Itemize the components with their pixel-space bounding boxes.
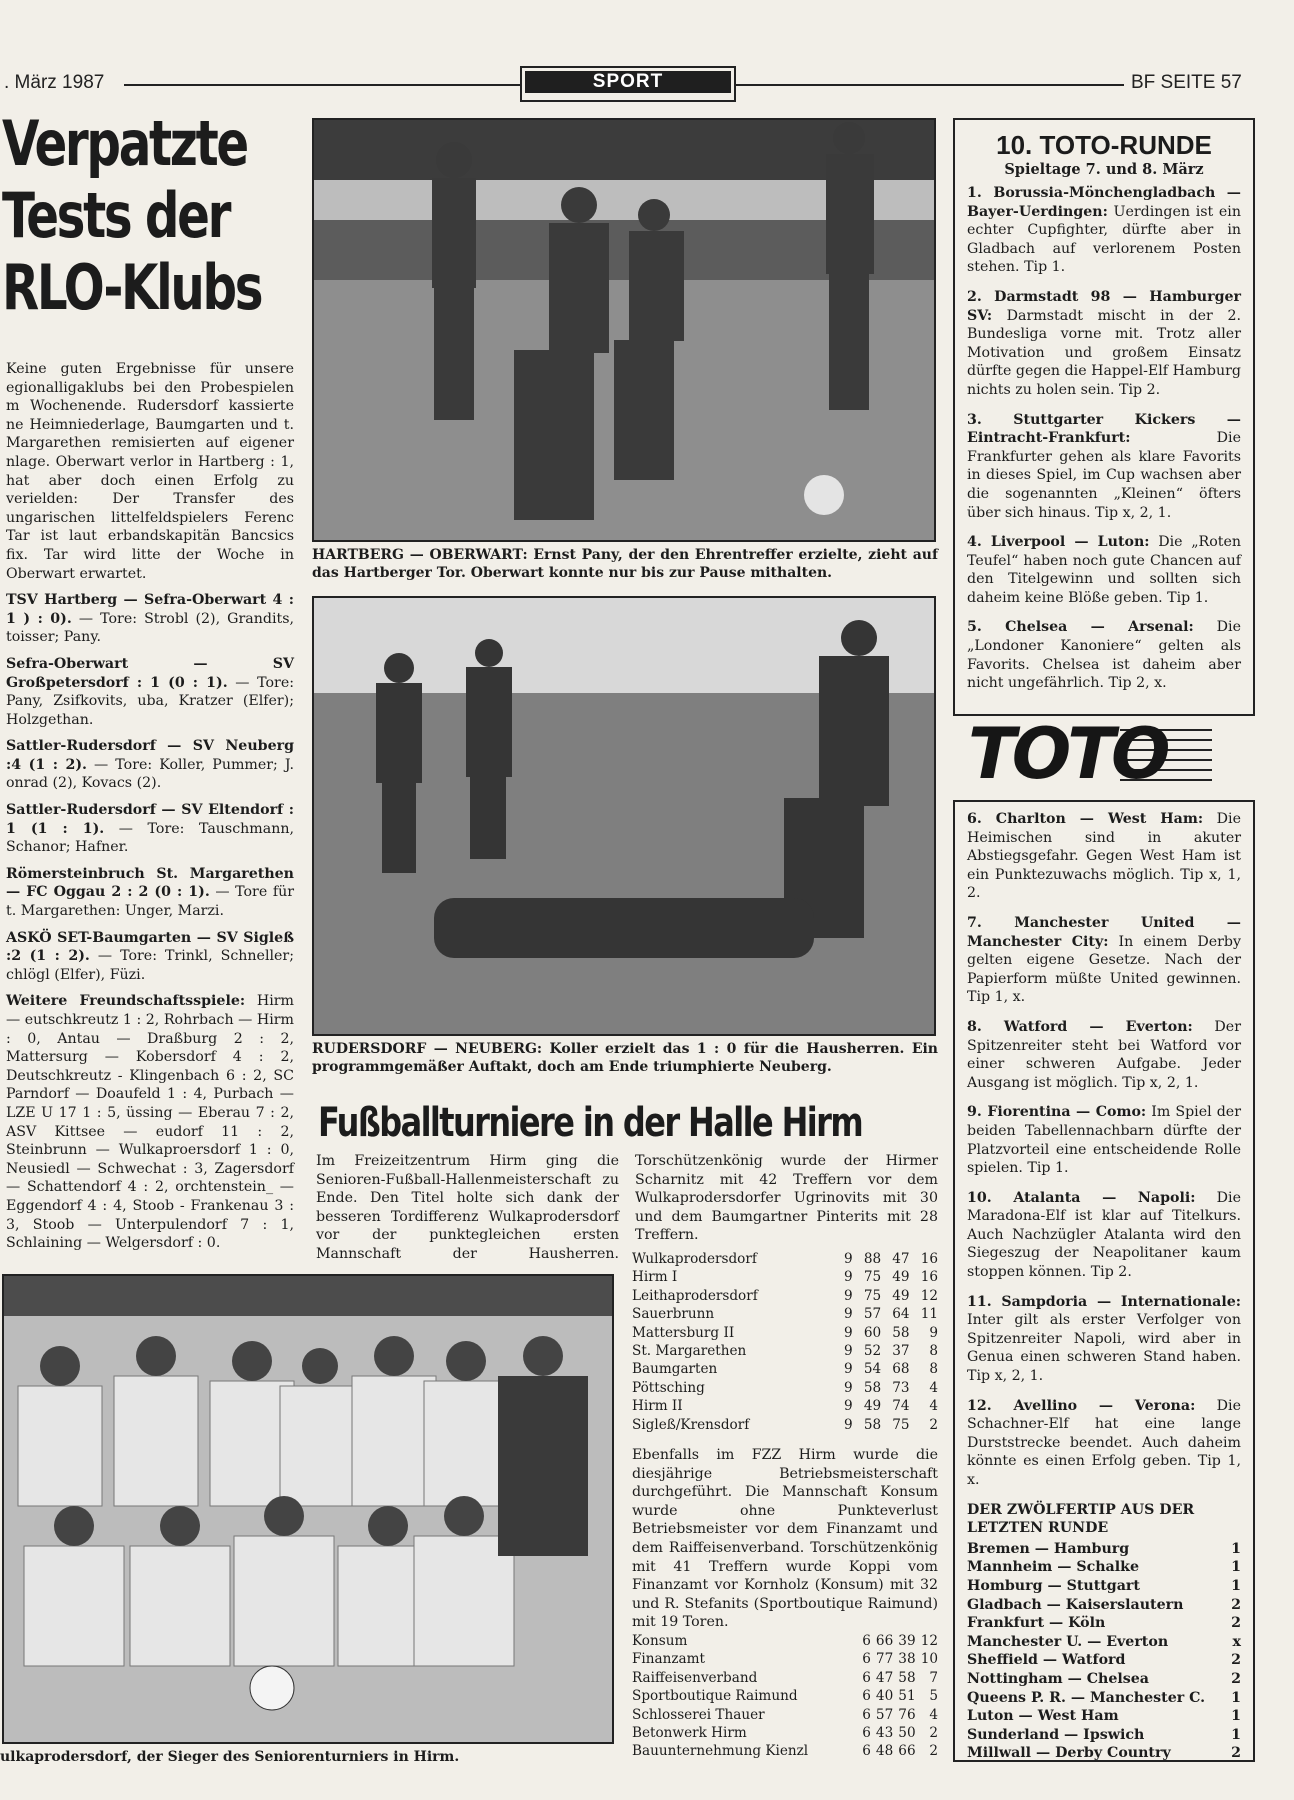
table-row xyxy=(967,1614,1241,1633)
tip-match: 8. Watford — Everton: xyxy=(967,1018,1193,1035)
goals-for: 43 xyxy=(875,1725,894,1742)
goals-against: 58 xyxy=(892,1324,910,1341)
tip-item xyxy=(967,1018,1241,1092)
table-row xyxy=(967,1707,1241,1726)
team-name: Mattersburg II xyxy=(632,1324,735,1341)
table-row xyxy=(632,1706,938,1724)
goals-against: 39 xyxy=(898,1633,916,1649)
result: 1 xyxy=(1231,1689,1241,1706)
table-row xyxy=(967,1726,1241,1745)
points: 2 xyxy=(929,1743,938,1760)
team-name: Leithaprodersdorf xyxy=(632,1287,758,1304)
tip-match: 12. Avellino — Verona: xyxy=(967,1397,1196,1414)
points: 4 xyxy=(929,1398,938,1415)
games: 9 xyxy=(844,1287,853,1304)
header-rule-left xyxy=(124,84,520,86)
points: 12 xyxy=(920,1633,938,1649)
result: x xyxy=(1232,1633,1241,1650)
games: 6 xyxy=(862,1725,871,1742)
games: 6 xyxy=(862,1688,871,1705)
tip-text: Die Frankfurter gehen als klare Favorits in dieses Spiel, im Cup wachsen aber die sogenannten „Kleinen“ öfters über sich hinaus. Tip x, 2, 1. xyxy=(967,430,1241,521)
match: Nottingham — Chelsea xyxy=(967,1670,1149,1687)
goals-against: 37 xyxy=(892,1343,910,1360)
result-match: TSV Hartberg — Sefra-Oberwart 4 : 1 ) : 0). xyxy=(6,592,294,627)
match: Sunderland — Ipswich xyxy=(967,1726,1145,1743)
tip-text: Inter gilt als erster Verfolger von Spitzenreiter Napoli, wird aber in Genua einen schweren Stand haben. Tip x, 2, 1. xyxy=(967,1312,1241,1385)
headline-line-2: Tests der xyxy=(2,179,230,252)
points: 2 xyxy=(929,1725,938,1742)
goals-for: 66 xyxy=(875,1633,894,1649)
games: 9 xyxy=(844,1324,853,1341)
tip-match: 5. Chelsea — Arsenal: xyxy=(967,619,1194,636)
tip-match: 6. Charlton — West Ham: xyxy=(967,811,1204,827)
match: Millwall — Derby Country xyxy=(967,1745,1171,1762)
match: Frankfurt — Köln xyxy=(967,1615,1106,1632)
tip-match: 4. Liverpool — Luton: xyxy=(967,534,1150,551)
result-match: Sattler-Rudersdorf — SV Neuberg :4 (1 : 2). xyxy=(6,738,294,773)
table-row xyxy=(967,1633,1241,1652)
toto-logo-text: TOTO xyxy=(968,713,1167,795)
goals-against: 68 xyxy=(892,1361,910,1378)
games: 6 xyxy=(862,1633,871,1649)
tip-match: 11. Sampdoria — Internationale: xyxy=(967,1293,1241,1310)
points: 4 xyxy=(929,1706,938,1723)
tip-item xyxy=(967,411,1241,523)
games: 9 xyxy=(844,1361,853,1378)
points: 12 xyxy=(920,1287,938,1304)
result-match: Sattler-Rudersdorf — SV Eltendorf : 1 (1 : 1). xyxy=(6,802,294,837)
goals-for: 52 xyxy=(863,1343,882,1360)
table-row xyxy=(967,1689,1241,1708)
article2-headline: Fußballturniere in der Halle Hirm xyxy=(318,1100,863,1146)
points: 16 xyxy=(920,1269,938,1286)
result-item xyxy=(6,992,294,1252)
photo-caption-3: ulkaprodersdorf, der Sieger des Seniorenturniers in Hirm. xyxy=(0,1749,460,1765)
games: 6 xyxy=(862,1669,871,1686)
team-name: Pöttsching xyxy=(632,1379,705,1396)
result: 1 xyxy=(1231,1577,1241,1594)
table-row xyxy=(632,1742,938,1760)
points: 4 xyxy=(929,1379,938,1396)
goals-against: 75 xyxy=(892,1416,910,1433)
games: 6 xyxy=(862,1706,871,1723)
team-name: Raiffeisenverband xyxy=(632,1669,758,1686)
toto-box-top xyxy=(953,118,1255,716)
games: 6 xyxy=(862,1743,871,1760)
article-headline xyxy=(2,108,302,324)
league-table-senioren xyxy=(632,1250,938,1434)
team-name: Hirm II xyxy=(632,1398,683,1415)
match: Mannheim — Schalke xyxy=(967,1559,1139,1576)
table-row xyxy=(632,1250,938,1268)
tip-text: In einem Derby gelten eigene Gesetze. Nach der Papierform müßte United gewinnen. Tip 1, x. xyxy=(967,933,1242,1006)
goals-against: 73 xyxy=(892,1379,910,1396)
games: 9 xyxy=(844,1343,853,1360)
table-row xyxy=(632,1416,938,1434)
table-row xyxy=(967,1651,1241,1670)
points: 5 xyxy=(929,1688,938,1705)
team-name: Finanzamt xyxy=(632,1651,706,1668)
result-item xyxy=(6,591,294,647)
table-row xyxy=(632,1342,938,1360)
table-row xyxy=(632,1669,938,1687)
match: Gladbach — Kaiserslautern xyxy=(967,1596,1184,1613)
goals-against: 74 xyxy=(892,1398,910,1415)
league-table-betrieb xyxy=(632,1632,938,1761)
tip-text: Uerdingen ist ein echter Cupfighter, dürfte aber in Gladbach auf verlorenem Posten stehen. Tip 1. xyxy=(967,203,1241,276)
tip-item xyxy=(967,1103,1241,1177)
tip-item xyxy=(967,1293,1241,1386)
goals-against: 51 xyxy=(898,1688,916,1705)
goals-for: 49 xyxy=(863,1398,882,1415)
tip-match: 7. Manchester United — Manchester City: xyxy=(967,914,1241,950)
result-detail: — Tore: Tauschmann, Schanor; Hafner. xyxy=(6,820,294,856)
result: 2 xyxy=(1231,1745,1241,1762)
goals-for: 77 xyxy=(875,1651,894,1668)
issue-date: . März 1987 xyxy=(4,72,105,93)
goals-for: 75 xyxy=(863,1269,882,1286)
result-item xyxy=(6,929,294,985)
photo-caption-2: RUDERSDORF — NEUBERG: Koller erzielt das 1 : 0 für die Hausherren. Ein programmgemäßer Auftakt, doch am Ende triumphierte Neuberg. xyxy=(312,1041,938,1075)
games: 9 xyxy=(844,1269,853,1286)
standings-table xyxy=(632,1632,938,1761)
goals-for: 58 xyxy=(863,1379,882,1396)
article2-para2: Ebenfalls im FZZ Hirm wurde die diesjährige Betriebsmeisterschaft durchgeführt. Die Mannschaft Konsum wurde ohne Punkteverlust Betriebsmeister vor dem Finanzamt und dem Raiffeisenverband. Torschützenkönig mit 41 Treffern wurde Koppi vom Finanzamt vor Kornholz (Konsum) mit 32 und R. Stefanits (Sportboutique Raimund) mit 19 Toren. xyxy=(632,1447,938,1631)
games: 9 xyxy=(844,1398,853,1415)
result-match: Sefra-Oberwart — SV Großpetersdorf : 1 (0 : 1). xyxy=(6,655,294,691)
table-row xyxy=(632,1632,938,1650)
photo-illustration xyxy=(314,598,934,1034)
table-row xyxy=(967,1577,1241,1596)
goals-for: 57 xyxy=(863,1306,882,1323)
result: 1 xyxy=(1231,1540,1241,1557)
table-row xyxy=(632,1305,938,1323)
tip-item xyxy=(967,1189,1241,1282)
tip-match: 2. Darmstadt 98 — Hamburger SV: xyxy=(967,288,1241,324)
team-name: St. Margarethen xyxy=(632,1343,747,1360)
table-row xyxy=(632,1397,938,1415)
team-name: Sauerbrunn xyxy=(632,1306,715,1323)
games: 9 xyxy=(844,1379,853,1396)
goals-against: 76 xyxy=(898,1706,916,1723)
result-item xyxy=(6,737,294,793)
zwoelfertip-title: DER ZWÖLFERTIP AUS DER LETZTEN RUNDE xyxy=(967,1501,1195,1537)
points: 2 xyxy=(929,1416,938,1433)
goals-against: 47 xyxy=(892,1251,910,1267)
goals-against: 38 xyxy=(898,1651,916,1668)
table-row xyxy=(967,1540,1241,1559)
goals-for: 75 xyxy=(863,1287,882,1304)
tip-match: 3. Stuttgarter Kickers — Eintracht-Frankfurt: xyxy=(967,411,1241,447)
tip-item xyxy=(967,618,1241,692)
team-name: Konsum xyxy=(632,1633,688,1649)
result-item xyxy=(6,865,294,921)
toto-title: 10. TOTO-RUNDE xyxy=(996,130,1212,160)
team-name: Bauunternehmung Kienzl xyxy=(632,1743,809,1760)
table-row xyxy=(632,1724,938,1742)
article-intro: Keine guten Ergebnisse für unsere egionalligaklubs bei den Probespielen m Wochenende. Rudersdorf kassierte ne Heimniederlage, Baumgarten und t. Margarethen remisierten auf eigener nlage. Oberwart verlor in Hartberg : 1, hat aber doch einen Erfolg zu verielden: Der Transfer des ungarischen littelfeldspielers Ferenc Tar ist laut erbandskapitän Bancsics fix. Tar wird litte der Woche in Oberwart erwartet. xyxy=(6,361,294,582)
headline-line-3: RLO-Klubs xyxy=(2,251,262,324)
result-detail: — Tore: Strobl (2), Grandits, toisser; Pany. xyxy=(6,610,294,646)
photo-rudersdorf-neuberg xyxy=(312,596,936,1036)
section-label-box xyxy=(520,66,736,102)
tip-text: Die Schachner-Elf hat eine lange Durststrecke beendet. Auch daheim könnte es einen Erfolg geben. Tip 1, x. xyxy=(967,1397,1241,1488)
games: 9 xyxy=(844,1306,853,1323)
table-row xyxy=(967,1558,1241,1577)
points: 7 xyxy=(929,1669,938,1686)
result: 2 xyxy=(1231,1652,1241,1669)
result-item xyxy=(6,801,294,857)
result: 1 xyxy=(1231,1708,1241,1725)
points: 9 xyxy=(929,1324,938,1341)
result: 1 xyxy=(1231,1559,1241,1576)
tip-text: Darmstadt mischt in der 2. Bundesliga vorne mit. Trotz aller Motivation und großem Einsatz dürfte gegen die Happel-Elf Hamburg nichts zu holen sein. Tip 2. xyxy=(967,307,1241,398)
goals-for: 88 xyxy=(863,1251,882,1267)
tip-item xyxy=(967,533,1241,607)
tip-text: Die „Roten Teufel“ haben noch gute Chancen auf den Titelgewinn und sollten sich daheim keine Blöße geben. Tip 1. xyxy=(967,534,1241,606)
points: 11 xyxy=(920,1306,938,1323)
result: 2 xyxy=(1231,1670,1241,1687)
table-row xyxy=(632,1687,938,1705)
goals-against: 49 xyxy=(892,1269,910,1286)
games: 9 xyxy=(844,1416,853,1433)
result-detail: — Tore: Trinkl, Schneller; chlögl (Elfer), Füzi. xyxy=(6,948,294,983)
table-row xyxy=(632,1324,938,1342)
team-name: Sigleß/Krensdorf xyxy=(632,1416,750,1433)
tip-text: Der Spitzenreiter steht bei Watford vor einer schweren Aufgabe. Jeder Ausgang ist möglich. Tip x, 2, 1. xyxy=(967,1018,1241,1091)
goals-for: 40 xyxy=(875,1688,894,1705)
photo-illustration xyxy=(314,120,934,540)
tip-text: Die Heimischen sind in akuter Abstiegsgefahr. Gegen West Ham ist ein Punktezuwachs möglich. Tip x, 1, 2. xyxy=(967,811,1241,902)
games: 6 xyxy=(862,1651,871,1668)
table-row xyxy=(632,1650,938,1668)
team-name: Hirm I xyxy=(632,1269,678,1286)
toto-logo xyxy=(960,713,1212,795)
photo-hartberg-oberwart xyxy=(312,118,936,542)
tip-text: Die „Londoner Kanoniere“ gelten als Favorits. Chelsea ist daheim aber nicht ungefährlich. Tip 2, x. xyxy=(967,619,1241,692)
table-row xyxy=(632,1287,938,1305)
points: 10 xyxy=(920,1651,938,1668)
tip-text: Die Maradona-Elf ist klar auf Titelkurs. Auch Nachzügler Atalanta wird den Siegeszug der Neapolitaner kaum stoppen können. Tip 2. xyxy=(967,1189,1241,1281)
result: 2 xyxy=(1231,1615,1241,1632)
match: Manchester U. — Everton xyxy=(967,1633,1169,1650)
header-rule-right xyxy=(734,84,1124,86)
result-match: Römersteinbruch St. Margarethen — FC Oggau 2 : 2 (0 : 1). xyxy=(6,865,294,901)
toto-subtitle: Spieltage 7. und 8. März xyxy=(1004,161,1204,178)
zwoelfertip-table xyxy=(967,1540,1241,1763)
goals-for: 47 xyxy=(875,1669,894,1686)
tip-match: 10. Atalanta — Napoli: xyxy=(967,1189,1196,1206)
match: Luton — West Ham xyxy=(967,1708,1119,1725)
tip-item xyxy=(967,288,1241,400)
goals-for: 48 xyxy=(875,1743,894,1760)
result-item xyxy=(6,655,294,729)
photo-caption-1: HARTBERG — OBERWART: Ernst Pany, der den Ehrentreffer erzielte, zieht auf das Hartberger Tor. Oberwart konnte nur bis zur Pause mithalten. xyxy=(312,547,938,581)
goals-for: 57 xyxy=(875,1706,894,1723)
games: 9 xyxy=(844,1251,853,1267)
table-row xyxy=(967,1670,1241,1689)
match: Homburg — Stuttgart xyxy=(967,1577,1140,1594)
goals-for: 60 xyxy=(863,1324,882,1341)
result-match: ASKÖ SET-Baumgarten — SV Sigleß :2 (1 : 2). xyxy=(6,929,294,965)
match: Sheffield — Watford xyxy=(967,1652,1126,1669)
match: Queens P. R. — Manchester C. xyxy=(967,1689,1206,1706)
table-row xyxy=(967,1596,1241,1615)
team-name: Wulkaprodersdorf xyxy=(632,1251,757,1267)
team-name: Sportboutique Raimund xyxy=(632,1688,798,1705)
team-name: Baumgarten xyxy=(632,1361,718,1378)
article-body xyxy=(6,360,294,1261)
toto-box-bottom xyxy=(953,800,1255,1762)
points: 8 xyxy=(929,1361,938,1378)
goals-for: 58 xyxy=(863,1416,882,1433)
team-name: Schlosserei Thauer xyxy=(632,1706,765,1723)
photo-illustration xyxy=(4,1276,612,1742)
goals-against: 64 xyxy=(892,1306,910,1323)
standings-table xyxy=(632,1250,938,1434)
article2-para1: Im Freizeitzentrum Hirm ging die Senioren-Fußball-Hallenmeisterschaft zu Ende. Den Titel holte sich dank der besseren Tordifferenz Wulkaprodersdorf vor der punktegleichen ersten Mannschaft der Hausherren. Torschützenkönig wurde der Hirmer Scharnitz mit 42 Treffern vor dem Wulkaprodersdorfer Ugrinovits mit 30 und dem Baumgartner Pinterits mit 28 Treffern. xyxy=(316,1153,938,1262)
headline-line-1: Verpatzte xyxy=(2,107,247,180)
table-row xyxy=(632,1379,938,1397)
goals-for: 54 xyxy=(863,1361,882,1378)
photo-team-wulkaprodersdorf xyxy=(2,1274,614,1744)
points: 16 xyxy=(920,1251,938,1267)
result-match: Weitere Freundschaftsspiele: xyxy=(6,993,246,1010)
goals-against: 49 xyxy=(892,1287,910,1304)
table-row xyxy=(632,1360,938,1378)
points: 8 xyxy=(929,1343,938,1360)
section-label: SPORT xyxy=(525,71,731,93)
team-name: Betonwerk Hirm xyxy=(632,1725,747,1742)
result-detail: — Tore: Koller, Pummer; J. onrad (2), Kovacs (2). xyxy=(6,756,294,792)
goals-against: 50 xyxy=(898,1725,916,1742)
tip-text: Im Spiel der beiden Tabellennachbarn dürfte der Platzvorteil eine entscheidende Rolle spielen. Tip 1. xyxy=(967,1104,1241,1177)
goals-against: 66 xyxy=(898,1743,916,1760)
result-detail: — Tore: Pany, Zsifkovits, uba, Kratzer (Elfer); Holzgethan. xyxy=(6,674,294,728)
table-row xyxy=(632,1268,938,1286)
goals-against: 58 xyxy=(898,1669,916,1686)
result-detail: Hirm — eutschkreutz 1 : 2, Rohrbach — Hirm : 0, Antau — Draßburg 2 : 2, Mattersurg — Kobersdorf 4 : 2, Deutschkreutz - Klingenbach 6 : 2, SC Parndorf — Doaufeld 1 : 4, Purbach — LZE U 17 1 : 5, üssing — Eberau 7 : 2, ASV Kittsee — eudorf 11 : 2, Steinbrunn — Wulkaproersdorf 1 : 0, Neusiedl — Schwechat : 3, Zagersdorf — Schattendorf 4 : 2, orchtenstein_ — Eggendorf 4 : 4, Stoob - Frankenau 3 : 3, Stoob — Unterpulendorf 7 : 1, Schlaining — Welgersdorf : 0. xyxy=(6,993,294,1252)
page-number: BF SEITE 57 xyxy=(1131,72,1242,93)
match: Bremen — Hamburg xyxy=(967,1540,1130,1557)
tip-item xyxy=(967,914,1241,1007)
result-detail: — Tore für t. Margarethen: Unger, Marzi. xyxy=(6,884,295,920)
table-row xyxy=(967,1744,1241,1763)
tip-item xyxy=(967,1397,1241,1490)
result: 1 xyxy=(1231,1726,1241,1743)
tip-match: 1. Borussia-Mönchengladbach — Bayer-Uerdingen: xyxy=(967,185,1241,220)
tip-item xyxy=(967,810,1241,903)
tip-match: 9. Fiorentina — Como: xyxy=(967,1104,1147,1121)
result: 2 xyxy=(1231,1596,1241,1613)
tip-item xyxy=(967,184,1241,277)
